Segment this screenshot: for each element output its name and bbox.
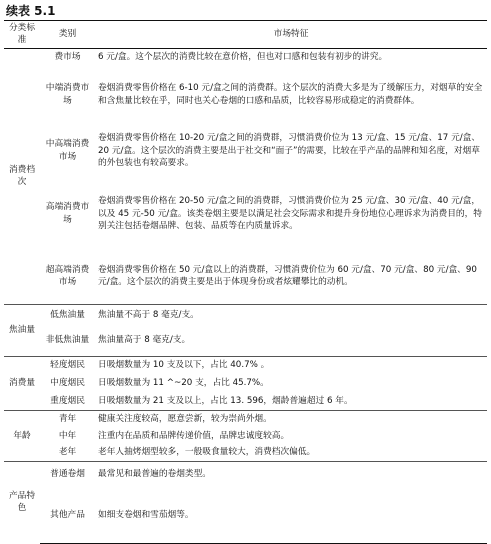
table-row [4, 178, 487, 249]
row-category: 中高端消费市场 [45, 139, 90, 162]
table-row [4, 410, 487, 427]
row-category: 低焦油量 [40, 304, 95, 325]
table-row [4, 123, 487, 178]
table-header-row [4, 21, 487, 49]
table-title: 续表 5.1 [6, 4, 56, 18]
header-market-feature: 市场特征 [95, 21, 487, 49]
market-feature-table [4, 20, 487, 544]
row-category: 重度烟民 [50, 395, 85, 406]
table-row [4, 427, 487, 444]
row-category: 费市场 [54, 52, 81, 63]
table-row [4, 374, 487, 392]
row-category: 超高端消费市场 [45, 265, 90, 288]
header-category: 类别 [40, 21, 95, 49]
row-category: 轻度烟民 [40, 356, 95, 374]
row-category: 其他产品 [40, 487, 95, 543]
table-row [4, 66, 487, 123]
row-feature: 老年人抽烤烟型较多，一般吸食量较大，消费档次偏低。 [98, 447, 316, 458]
row-category: 中年 [58, 430, 77, 441]
table-row [4, 304, 487, 325]
group-label-consumption-level: 消费档次 [8, 164, 36, 188]
group-label-product-feature: 产品特色 [4, 461, 40, 543]
row-feature: 日吸烟数量为 21 支及以上，占比 13. 596，烟龄普遍超过 6 年。 [98, 395, 353, 406]
table-row [4, 392, 487, 410]
row-category: 中度烟民 [50, 378, 85, 389]
row-category: 高端消费市场 [45, 202, 90, 225]
table-row [4, 356, 487, 374]
row-feature: 卷烟消费零售价格在 20-50 元/盒之间的消费群，习惯消费价位为 25 元/盒、30 元/盒、40 元/盒，以及 45 元-50 元/盒。该类卷烟主要是以满足社会交际需求和提升身份地位心理诉求为消费目的，特别关注包括卷烟品牌、包装、品质等在内质量诉求。 [98, 196, 482, 231]
row-feature: 卷烟消费零售价格在 10-20 元/盒之间的消费群，习惯消费价位为 13 元/盒、15 元/盒、17 元/盒、20 元/盒。这个层次的消费主要是出于社交和“面子”的需要，比较在乎产品的品牌和知名度，对烟草的外包装也有较高要求。 [98, 133, 481, 168]
header-classification: 分类标准 [4, 21, 40, 49]
row-feature: 6 元/盒。这个层次的消费比较在意价格，但也对口感和包装有初步的讲究。 [98, 52, 388, 63]
row-feature: 卷烟消费零售价格在 50 元/盒以上的消费群，习惯消费价位为 60 元/盒、70 元/盒、80 元/盒、90 元/盒。这个层次的消费主要是出于体现身份或者炫耀攀比的动机。 [98, 265, 477, 288]
row-feature: 卷烟消费零售价格在 6-10 元/盒之间的消费群。这个层次的消费大多是为了缓解压力，对烟草的安全和含焦量比较在乎，同时也关心卷烟的口感和品质，比较容易形成稳定的消费群体。 [98, 83, 483, 106]
row-category: 中端消费市场 [45, 83, 90, 106]
row-feature: 焦油量高于 8 毫克/支。 [98, 335, 191, 346]
row-category: 普通卷烟 [40, 461, 95, 487]
table-row [4, 325, 487, 356]
group-label-age: 年龄 [4, 410, 40, 461]
group-label-tar: 焦油量 [4, 304, 40, 356]
row-feature: 日吸烟数量为 11 ^~20 支，占比 45.7%。 [98, 378, 269, 389]
table-row [4, 444, 487, 461]
row-feature: 如细支卷烟和雪茄烟等。 [95, 487, 487, 543]
row-feature: 注重内在品质和品牌传递价值，品牌忠诚度较高。 [98, 430, 290, 441]
table-row [4, 487, 487, 543]
table-row [4, 48, 487, 66]
group-label-consumption-volume: 消费量 [4, 356, 40, 410]
row-feature: 焦油量不高于 8 毫克/支。 [95, 304, 487, 325]
table-row [4, 461, 487, 487]
row-feature: 最常见和最普遍的卷烟类型。 [95, 461, 487, 487]
row-category: 青年 [40, 410, 95, 427]
row-category: 老年 [58, 447, 77, 458]
row-category: 非低焦油量 [45, 335, 90, 346]
row-feature: 健康关注度较高，愿意尝新，较为崇尚外烟。 [95, 410, 487, 427]
row-feature: 日吸烟数量为 10 支及以下，占比 40.7% 。 [95, 356, 487, 374]
table-row [4, 249, 487, 304]
